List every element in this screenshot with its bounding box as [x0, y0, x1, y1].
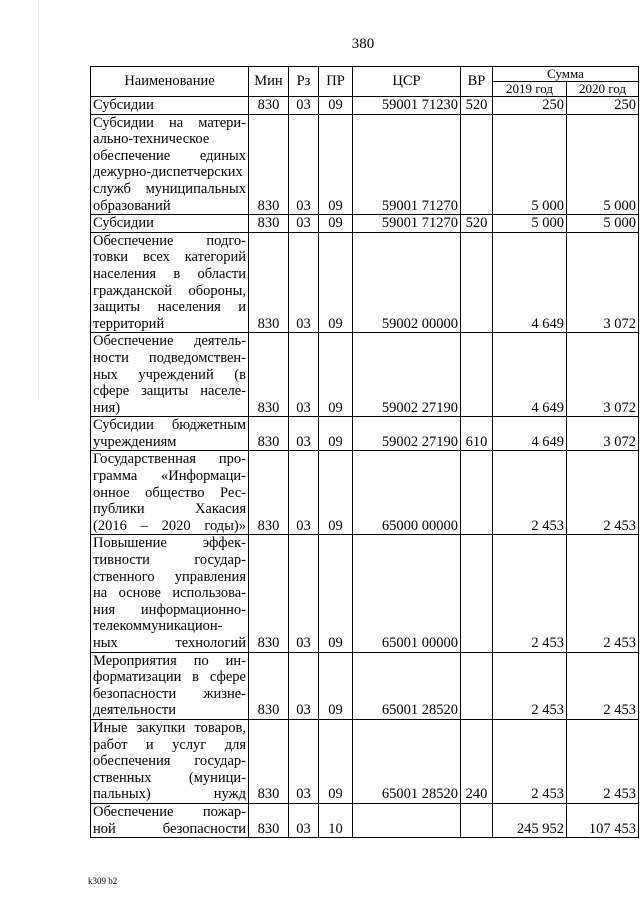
row-pr: 09	[319, 719, 353, 803]
row-sum-2019: 2 453	[493, 535, 567, 652]
row-csr: 59001 71270	[353, 114, 461, 215]
row-sum-2020: 107 453	[567, 803, 639, 837]
row-name-line: Повышение эффек-	[93, 535, 246, 552]
row-sum-2019: 250	[493, 97, 567, 115]
row-csr: 59002 27190	[353, 417, 461, 451]
row-name-line: Субсидии бюджетным	[93, 417, 246, 434]
row-min: 830	[249, 114, 289, 215]
row-csr: 59002 27190	[353, 333, 461, 417]
table-row	[91, 652, 639, 719]
row-sum-2020: 2 453	[567, 535, 639, 652]
footer-code: k309 b2	[88, 876, 118, 886]
row-min: 830	[249, 803, 289, 837]
row-name-line: служб муниципальных	[93, 180, 246, 197]
row-name	[91, 215, 249, 233]
row-rz: 03	[289, 535, 319, 652]
header-rz: Рз	[289, 67, 319, 97]
row-name-line: ально-техническое	[93, 131, 210, 148]
row-name-line: обеспечение единых	[93, 147, 246, 164]
row-vr	[461, 232, 493, 333]
row-vr: 240	[461, 719, 493, 803]
row-rz: 03	[289, 803, 319, 837]
row-name-line: (2016 – 2020 годы)»	[93, 517, 246, 534]
row-csr: 59002 00000	[353, 232, 461, 333]
row-name	[91, 114, 249, 215]
row-rz: 03	[289, 451, 319, 535]
row-sum-2020: 3 072	[567, 417, 639, 451]
table-row	[91, 417, 639, 451]
row-name-line: защиты населения и	[93, 299, 246, 316]
row-name	[91, 232, 249, 333]
row-sum-2019: 2 453	[493, 652, 567, 719]
row-rz: 03	[289, 215, 319, 233]
row-rz: 03	[289, 652, 319, 719]
row-csr: 59001 71230	[353, 97, 461, 115]
row-name-line: ственных (муници-	[93, 769, 246, 786]
row-name-line: Обеспечение подго-	[93, 232, 246, 249]
row-min: 830	[249, 215, 289, 233]
row-min: 830	[249, 535, 289, 652]
row-sum-2020: 3 072	[567, 232, 639, 333]
row-name-line: на основе использова-	[93, 585, 246, 602]
row-name	[91, 803, 249, 837]
row-min: 830	[249, 97, 289, 115]
row-pr: 09	[319, 333, 353, 417]
table-body	[91, 97, 639, 838]
header-year-2020: 2020 год	[567, 82, 639, 97]
row-name-line: Государственная про-	[93, 451, 246, 468]
row-min: 830	[249, 719, 289, 803]
table-row	[91, 232, 639, 333]
header-year-2019: 2019 год	[493, 82, 567, 97]
row-pr: 09	[319, 114, 353, 215]
row-pr: 09	[319, 451, 353, 535]
row-name-line: учреждениям	[93, 433, 177, 450]
row-name-line: грамма «Информаци-	[93, 468, 246, 485]
table-row	[91, 451, 639, 535]
row-vr	[461, 652, 493, 719]
row-name	[91, 451, 249, 535]
table-row	[91, 535, 639, 652]
table-row	[91, 114, 639, 215]
row-sum-2020: 250	[567, 97, 639, 115]
row-min: 830	[249, 333, 289, 417]
row-pr: 09	[319, 232, 353, 333]
row-pr: 09	[319, 652, 353, 719]
page-number: 380	[351, 36, 375, 52]
row-sum-2020: 2 453	[567, 652, 639, 719]
row-name-line: пальных) нужд	[93, 786, 246, 803]
row-sum-2019: 4 649	[493, 232, 567, 333]
row-name-line: Обеспечение деятель-	[93, 333, 246, 350]
row-pr: 09	[319, 97, 353, 115]
row-min: 830	[249, 232, 289, 333]
row-sum-2020: 3 072	[567, 333, 639, 417]
row-sum-2020: 2 453	[567, 451, 639, 535]
row-name	[91, 333, 249, 417]
row-name-line: публики Хакасия	[93, 501, 246, 518]
row-name-line: ния)	[93, 399, 121, 416]
margin-line	[38, 0, 39, 400]
row-name-line: Субсидии на матери-	[93, 114, 246, 131]
row-sum-2020: 5 000	[567, 114, 639, 215]
row-min: 830	[249, 451, 289, 535]
row-sum-2019: 4 649	[493, 333, 567, 417]
table-row	[91, 333, 639, 417]
row-csr: 59001 71270	[353, 215, 461, 233]
row-sum-2019: 5 000	[493, 114, 567, 215]
row-vr	[461, 333, 493, 417]
row-csr: 65001 28520	[353, 719, 461, 803]
row-rz: 03	[289, 417, 319, 451]
row-pr: 10	[319, 803, 353, 837]
row-name-line: ных учреждений (в	[93, 366, 246, 383]
row-name-line: форматизации в сфере	[93, 669, 246, 686]
row-vr: 520	[461, 215, 493, 233]
row-vr	[461, 451, 493, 535]
row-name	[91, 652, 249, 719]
table-row	[91, 719, 639, 803]
row-sum-2019: 2 453	[493, 451, 567, 535]
row-name-line: безопасности жизне-	[93, 685, 246, 702]
row-name-line: гражданской обороны,	[93, 282, 246, 299]
row-name-line: сфере защиты населе-	[93, 383, 246, 400]
row-name-line: ности подведомствен-	[93, 349, 246, 366]
row-name	[91, 97, 249, 115]
row-min: 830	[249, 417, 289, 451]
row-name-line: Иные закупки товаров,	[93, 719, 246, 736]
row-sum-2019: 245 952	[493, 803, 567, 837]
row-name-line: ния информационно-	[93, 601, 246, 618]
row-name-line: тивности государ-	[93, 552, 246, 569]
row-pr: 09	[319, 535, 353, 652]
table-row	[91, 97, 639, 115]
row-name-line: телекоммуникацион-	[93, 618, 223, 635]
row-rz: 03	[289, 232, 319, 333]
row-name-line: ных технологий	[93, 635, 246, 651]
row-vr	[461, 535, 493, 652]
row-rz: 03	[289, 97, 319, 115]
row-name-line: работ и услуг для	[93, 736, 246, 753]
row-sum-2019: 2 453	[493, 719, 567, 803]
table-row	[91, 215, 639, 233]
row-vr	[461, 803, 493, 837]
row-name-line: населения в области	[93, 265, 246, 282]
row-sum-2019: 5 000	[493, 215, 567, 233]
row-name-line: дежурно-диспетчерских	[93, 164, 243, 181]
row-name-line: онное общество Рес-	[93, 484, 246, 501]
row-name-line: обеспечения государ-	[93, 753, 246, 770]
row-vr	[461, 114, 493, 215]
header-csr: ЦСР	[353, 67, 461, 97]
row-name-line: Субсидии	[93, 97, 154, 113]
row-name	[91, 417, 249, 451]
row-csr	[353, 803, 461, 837]
row-name-line: Мероприятия по ин-	[93, 652, 246, 669]
header-name: Наименование	[91, 67, 249, 97]
row-csr: 65001 00000	[353, 535, 461, 652]
table-row	[91, 803, 639, 837]
row-csr: 65000 00000	[353, 451, 461, 535]
header-min: Мин	[249, 67, 289, 97]
header-pr: ПР	[319, 67, 353, 97]
row-rz: 03	[289, 719, 319, 803]
budget-table	[90, 66, 639, 838]
row-vr: 520	[461, 97, 493, 115]
row-rz: 03	[289, 333, 319, 417]
header-row	[91, 67, 639, 82]
header-vr: ВР	[461, 67, 493, 97]
row-min: 830	[249, 652, 289, 719]
header-sum: Сумма	[493, 67, 639, 82]
row-sum-2019: 4 649	[493, 417, 567, 451]
row-name	[91, 535, 249, 652]
row-sum-2020: 5 000	[567, 215, 639, 233]
row-pr: 09	[319, 215, 353, 233]
row-name-line: Субсидии	[93, 215, 154, 232]
row-name-line: ственного управления	[93, 568, 246, 585]
row-rz: 03	[289, 114, 319, 215]
row-csr: 65001 28520	[353, 652, 461, 719]
row-sum-2020: 2 453	[567, 719, 639, 803]
row-name-line: товки всех категорий	[93, 249, 246, 266]
row-name-line: территорий	[93, 315, 165, 332]
row-name-line: деятельности	[93, 702, 177, 719]
row-vr: 610	[461, 417, 493, 451]
row-name-line: образований	[93, 197, 171, 214]
row-name-line: Обеспечение пожар-	[93, 803, 246, 820]
row-name-line: ной безопасности	[93, 820, 246, 837]
row-pr: 09	[319, 417, 353, 451]
row-name	[91, 719, 249, 803]
